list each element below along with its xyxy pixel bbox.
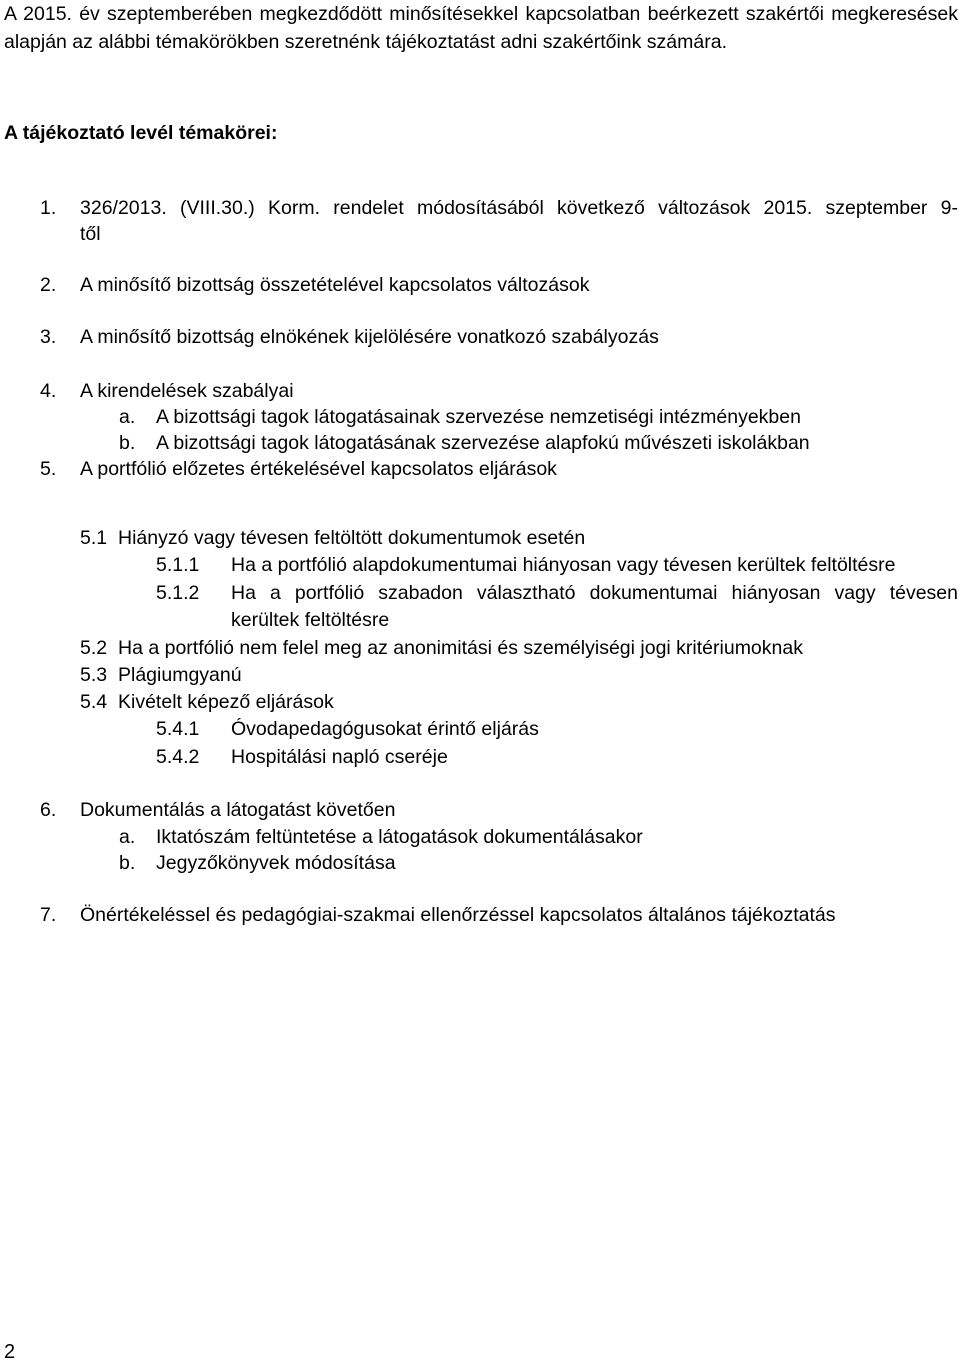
item-1-number: 1. (40, 197, 57, 219)
item-6-number: 6. (40, 799, 57, 821)
item-5-1-2-text-cont: kerültek feltöltésre (231, 609, 390, 631)
item-5-1-2-text: Ha a portfólió szabadon választható dokumentumai hiányosan vagy tévesen (231, 582, 958, 604)
item-5-2-text: Ha a portfólió nem felel meg az anonimitási és személyiségi jogi kritériumoknak (118, 637, 803, 659)
item-6a-letter: a. (119, 826, 136, 848)
item-5-4-2-number: 5.4.2 (156, 746, 200, 768)
item-5-1-number: 5.1 (80, 527, 108, 549)
item-5-3-text: Plágiumgyanú (118, 664, 242, 686)
item-4-number: 4. (40, 380, 57, 402)
intro-paragraph: A 2015. év szeptemberében megkezdődött minősítésekkel kapcsolatban beérkezett szakértői megkeresések alapján az alábbi témakörökben szeretnénk tájékoztatást adni szakértőink számára. (4, 3, 958, 53)
item-4a-text: A bizottsági tagok látogatásainak szervezése nemzetiségi intézményekben (156, 406, 801, 428)
item-6a-text: Iktatószám feltüntetése a látogatások dokumentálásakor (156, 826, 643, 848)
item-7-text: Önértékeléssel és pedagógiai-szakmai ellenőrzéssel kapcsolatos általános tájékoztatás (80, 904, 836, 926)
item-3-number: 3. (40, 326, 57, 348)
item-2-text: A minősítő bizottság összetételével kapcsolatos változások (80, 274, 590, 296)
item-4b-text: A bizottsági tagok látogatásának szervezése alapfokú művészeti iskolákban (156, 432, 810, 454)
item-1-text: 326/2013. (VIII.30.) Korm. rendelet módosításából következő változások 2015. szeptember 9- (80, 197, 958, 219)
item-5-text: A portfólió előzetes értékelésével kapcsolatos eljárások (80, 458, 557, 480)
item-5-4-1-number: 5.4.1 (156, 718, 200, 740)
item-5-2-number: 5.2 (80, 637, 108, 659)
item-5-1-1-number: 5.1.1 (156, 554, 200, 576)
item-5-1-1-text: Ha a portfólió alapdokumentumai hiányosan vagy tévesen kerültek feltöltésre (231, 554, 896, 576)
item-5-4-1-text: Óvodapedagógusokat érintő eljárás (231, 718, 539, 740)
item-6-text: Dokumentálás a látogatást követően (80, 799, 396, 821)
item-4a-letter: a. (119, 406, 136, 428)
item-2-number: 2. (40, 274, 57, 296)
item-6b-text: Jegyzőkönyvek módosítása (156, 852, 396, 874)
page-number: 2 (4, 1341, 16, 1363)
topics-heading: A tájékoztató levél témakörei: (4, 122, 278, 144)
item-5-4-number: 5.4 (80, 691, 108, 713)
item-7-number: 7. (40, 904, 57, 926)
item-5-1-2-number: 5.1.2 (156, 582, 200, 604)
item-4-text: A kirendelések szabályai (80, 380, 294, 402)
item-5-1-text: Hiányzó vagy tévesen feltöltött dokumentumok esetén (118, 527, 586, 549)
item-5-4-text: Kivételt képező eljárások (118, 691, 334, 713)
item-3-text: A minősítő bizottság elnökének kijelölésére vonatkozó szabályozás (80, 326, 659, 348)
item-5-number: 5. (40, 458, 57, 480)
item-5-3-number: 5.3 (80, 664, 108, 686)
item-4b-letter: b. (119, 432, 136, 454)
item-1-text-cont: től (80, 223, 101, 245)
item-6b-letter: b. (119, 852, 136, 874)
item-5-4-2-text: Hospitálási napló cseréje (231, 746, 448, 768)
